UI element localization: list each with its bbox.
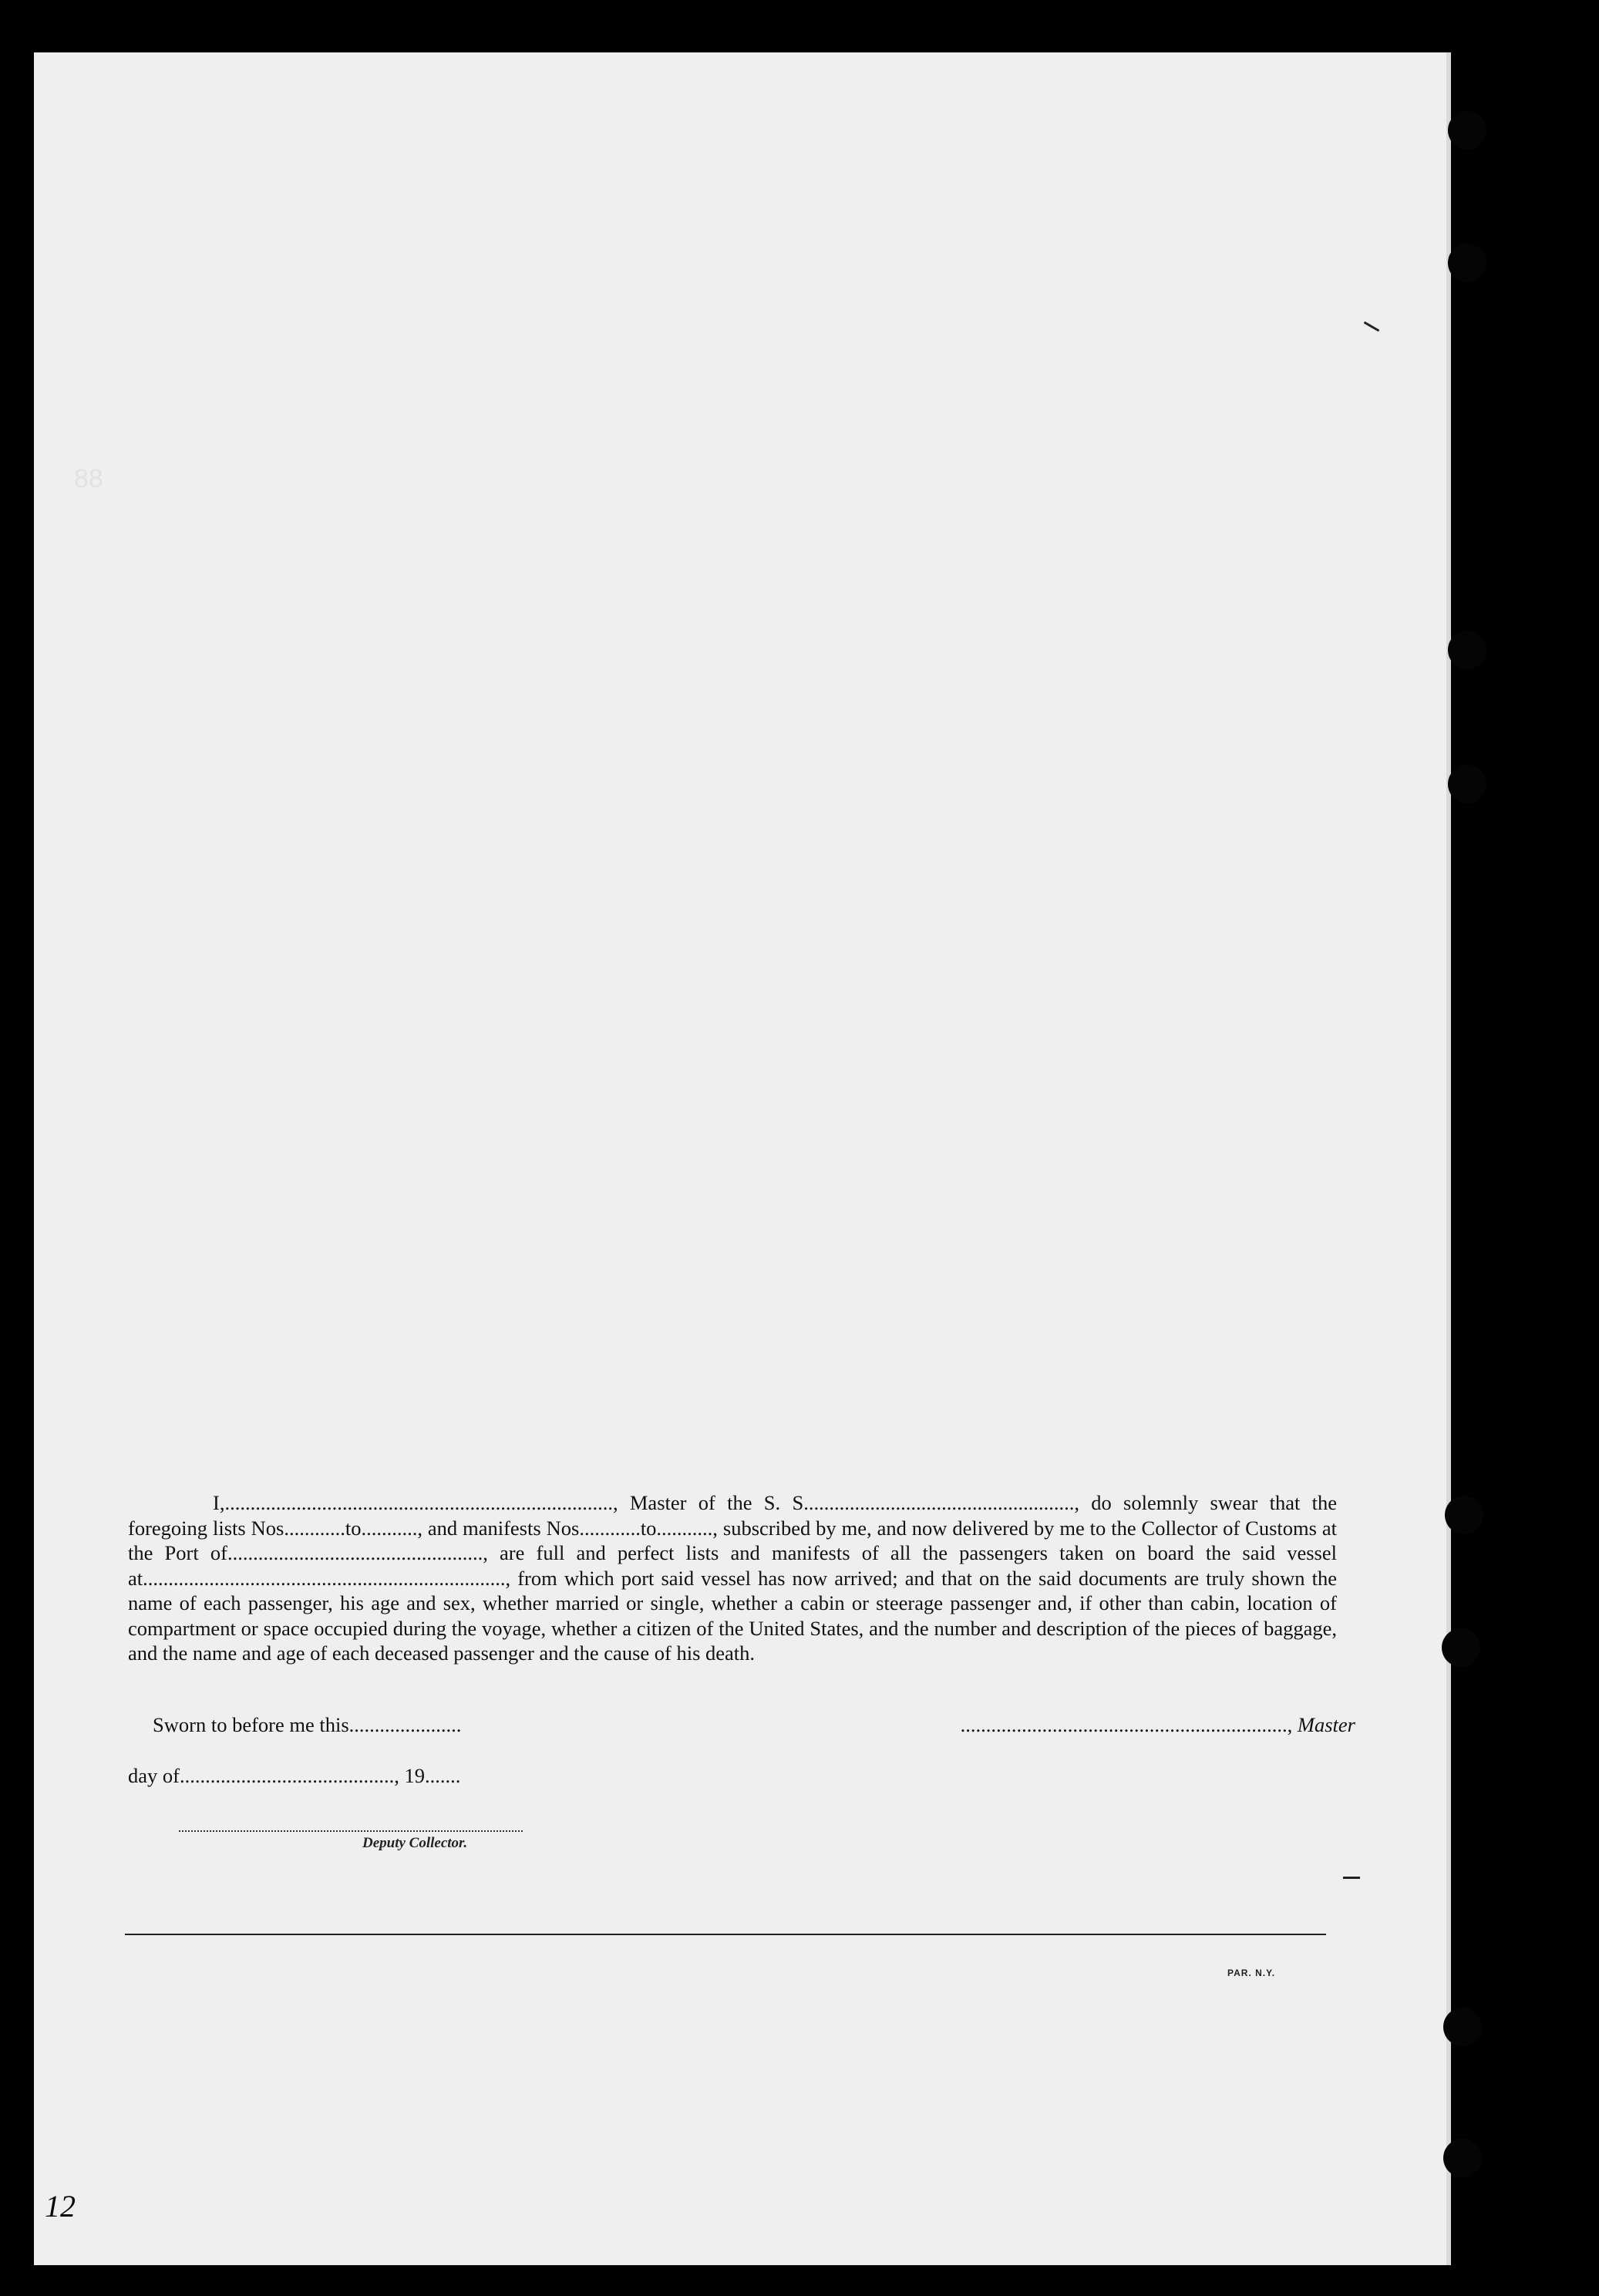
day-of-line: day of.........................................., 19....... bbox=[128, 1764, 461, 1787]
master-label: Master bbox=[1297, 1713, 1355, 1736]
master-dots: ................................................................, bbox=[960, 1713, 1293, 1736]
binder-hole bbox=[1448, 111, 1486, 150]
master-signature-line bbox=[961, 1713, 1355, 1737]
sworn-line: Sworn to before me this...................... bbox=[153, 1713, 462, 1736]
oath-text: I,............................................................................, Master of the S. S....................................................., do solemnly swear that the foregoing lists Nos............to..........., and manifests Nos............to..........., subscribed by me, and now delivered by me to the Collector of Customs at the Port of.................................................., are full and perfect lists and manifests of all the passengers taken on board the said vessel at......................................................................., from which port said vessel has now arrived; and that on the said documents are truly shown the name of each passenger, his age and sex, whether married or single, whether a cabin or steerage passenger and, if other than cabin, location of compartment or space occupied during the voyage, whether a citizen of the United States, and the number and description of the pieces of baggage, and the name and age of each deceased passenger and the cause of his death. bbox=[128, 1491, 1337, 1665]
binder-hole bbox=[1448, 765, 1486, 803]
oath-paragraph bbox=[128, 1490, 1337, 1666]
deputy-collector-label: Deputy Collector. bbox=[362, 1835, 468, 1851]
binder-hole bbox=[1445, 1496, 1483, 1534]
binder-hole bbox=[1442, 1628, 1480, 1667]
binder-hole bbox=[1443, 2139, 1482, 2177]
binder-hole bbox=[1443, 2008, 1482, 2046]
ink-speck bbox=[1364, 322, 1380, 332]
binder-hole bbox=[1448, 631, 1486, 669]
ink-speck bbox=[1343, 1877, 1360, 1879]
deputy-signature-line bbox=[179, 1813, 523, 1832]
faint-stamp: 88 bbox=[74, 464, 103, 493]
printer-mark: PAR. N.Y. bbox=[1227, 1968, 1276, 1978]
binder-hole bbox=[1448, 244, 1486, 282]
handwritten-mark: 12 bbox=[45, 2189, 76, 2224]
horizontal-rule bbox=[125, 1934, 1326, 1935]
